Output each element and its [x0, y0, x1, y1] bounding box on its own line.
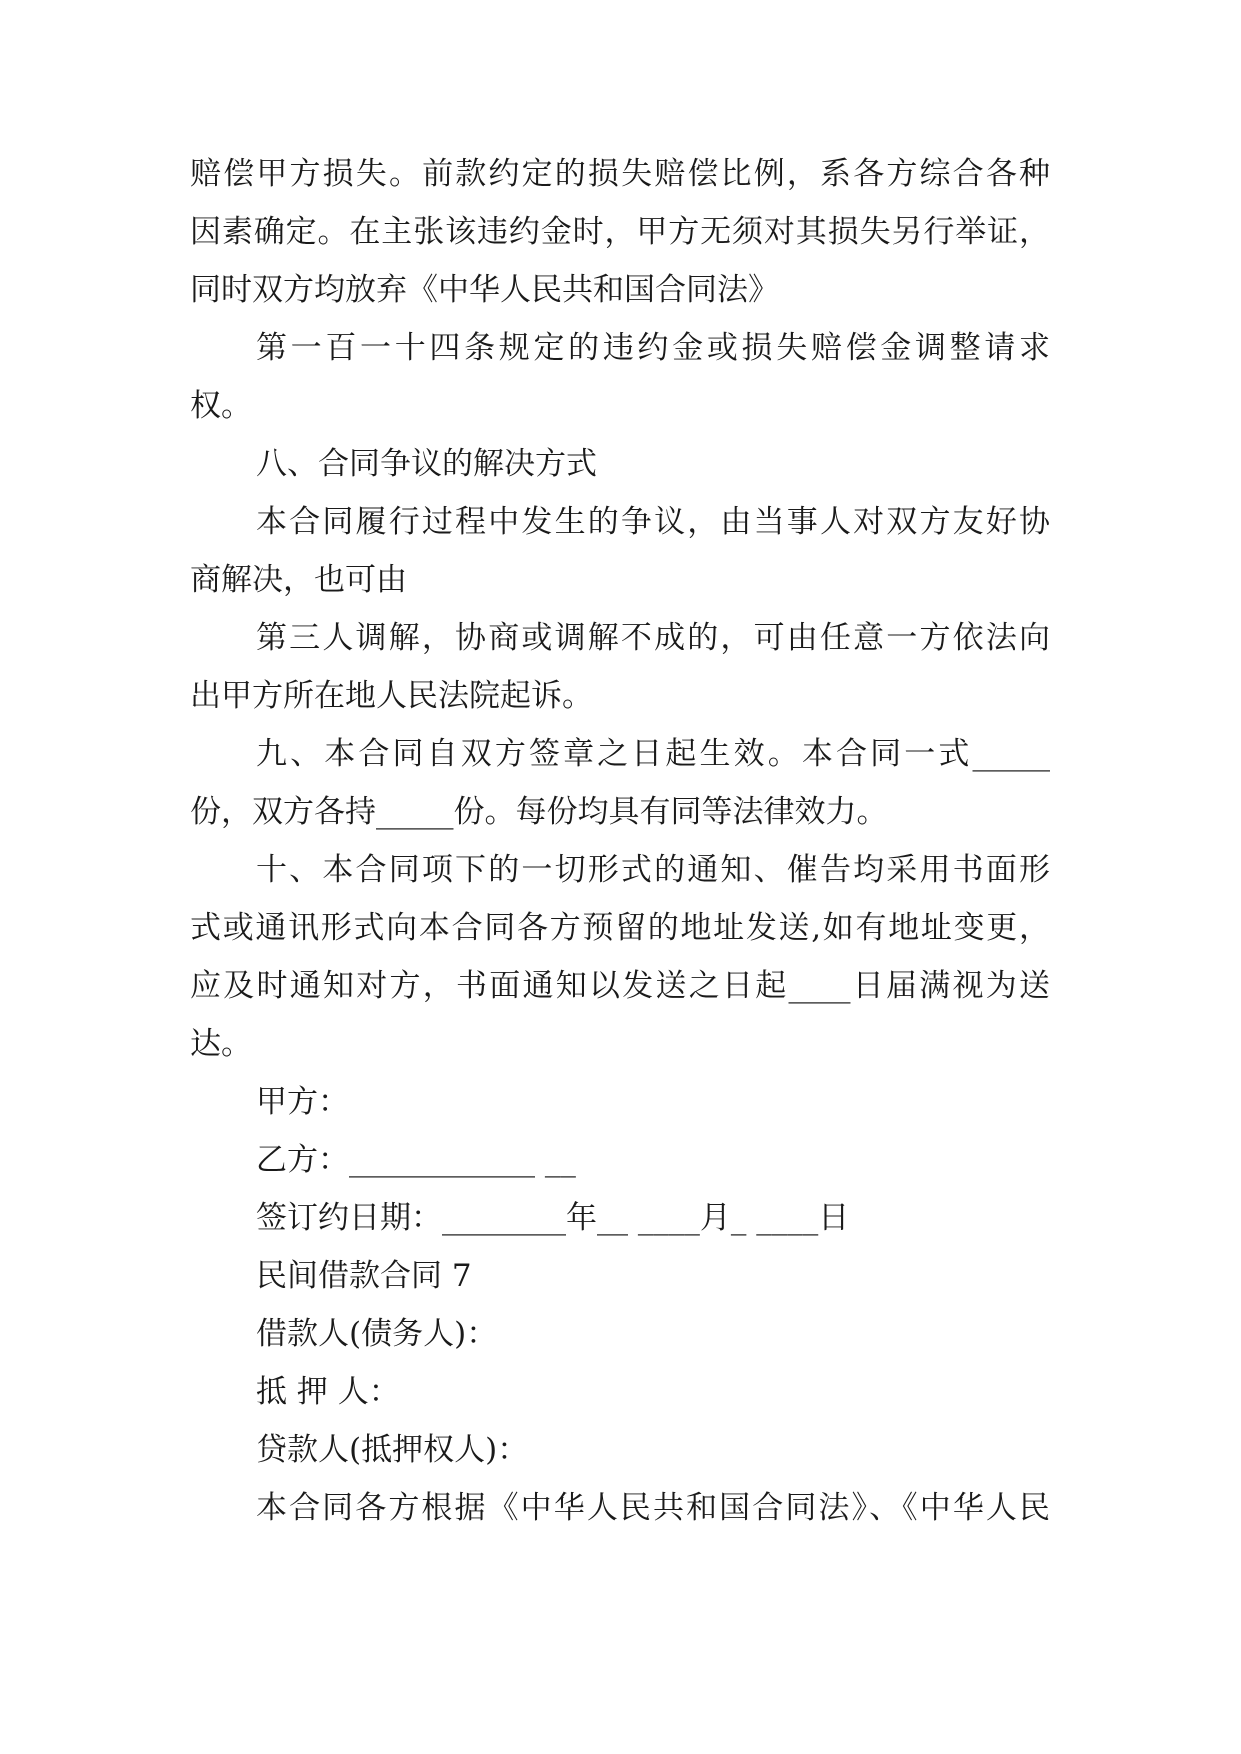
- text-line: 因素确定。在主张该违约金时，甲方无须对其损失另行举证，: [190, 214, 1050, 250]
- text-line: 应及时通知对方，书面通知以发送之日起____日届满视为送: [190, 968, 1050, 1004]
- party-a-label: 甲方：: [256, 1084, 349, 1120]
- text-line: 式或通讯形式向本合同各方预留的地址发送,如有地址变更，: [190, 910, 1050, 946]
- text-line: 本合同履行过程中发生的争议，由当事人对双方友好协: [256, 504, 1050, 540]
- text-line: 达。: [190, 1026, 252, 1062]
- text-line: 出甲方所在地人民法院起诉。: [190, 678, 593, 714]
- text-line: 份，双方各持_____份。每份均具有同等法律效力。: [190, 794, 888, 830]
- text-line: 九、本合同自双方签章之日起生效。本合同一式_____: [256, 736, 1050, 772]
- text-line: 权。: [190, 388, 252, 424]
- mortgagor-label: 抵 押 人：: [256, 1374, 400, 1410]
- borrower-label: 借款人(债务人)：: [256, 1316, 498, 1352]
- text-line: 本合同各方根据《中华人民共和国合同法》、《中华人民: [256, 1490, 1050, 1526]
- text-line: 商解决，也可由: [190, 562, 407, 598]
- text-line: 第一百一十四条规定的违约金或损失赔偿金调整请求: [256, 330, 1050, 366]
- section-heading: 八、合同争议的解决方式: [256, 446, 597, 482]
- contract-title: 民间借款合同 7: [256, 1258, 472, 1294]
- lender-label: 贷款人(抵押权人)：: [256, 1432, 529, 1468]
- text-line: 第三人调解，协商或调解不成的，可由任意一方依法向: [256, 620, 1050, 656]
- text-line: 同时双方均放弃《中华人民共和国合同法》: [190, 272, 779, 308]
- text-line: 十、本合同项下的一切形式的通知、催告均采用书面形: [256, 852, 1050, 888]
- party-b-label: 乙方：____________ __: [256, 1142, 576, 1178]
- text-line: 赔偿甲方损失。前款约定的损失赔偿比例，系各方综合各种: [190, 156, 1050, 192]
- signing-date: 签订约日期：________年__ ____月_ ____日: [256, 1200, 850, 1236]
